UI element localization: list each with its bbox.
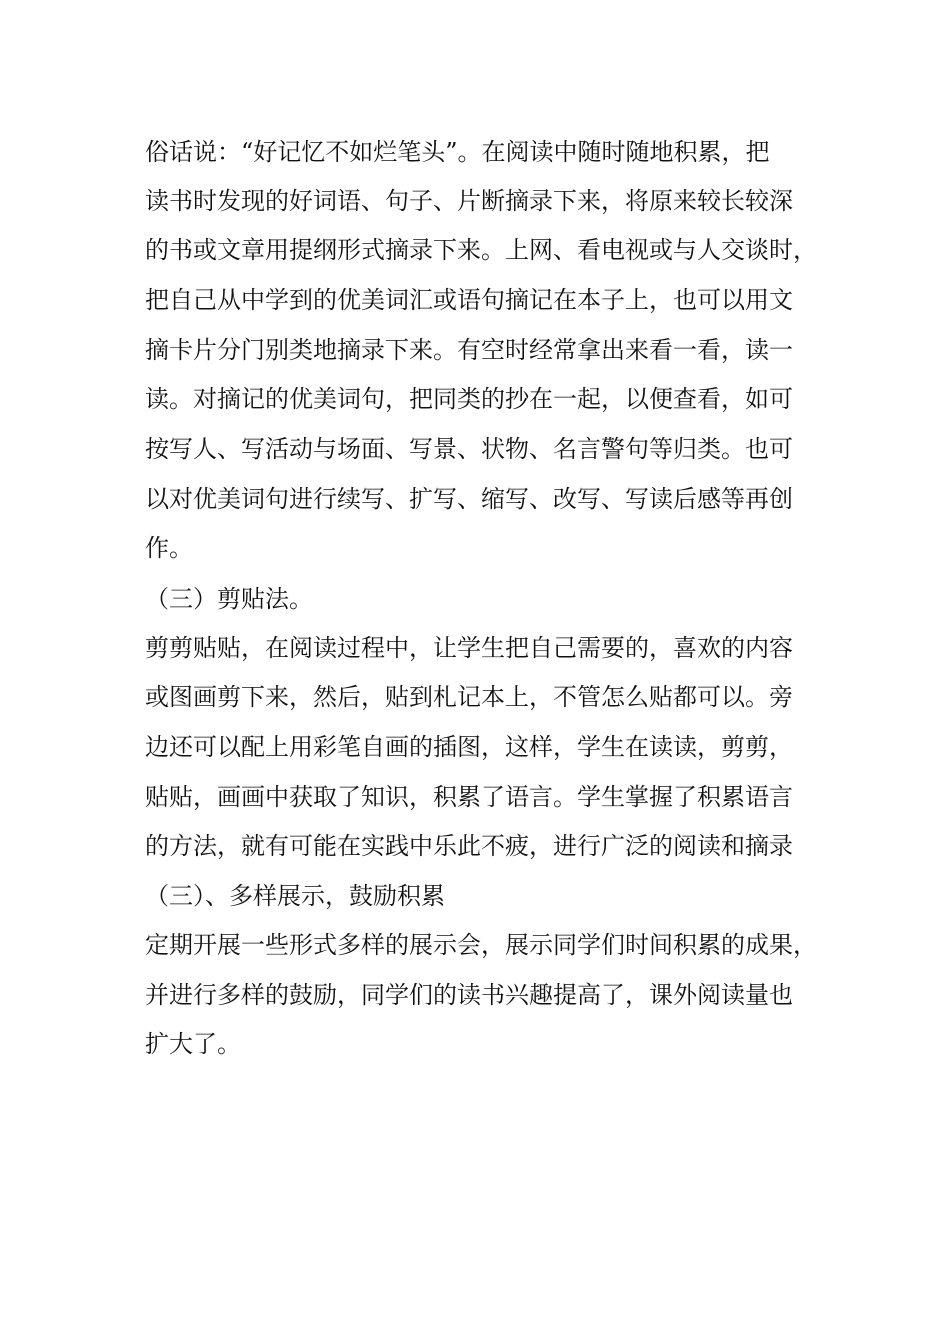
text-line: 扩大了。 [145,1030,241,1058]
text-line: 摘卡片分门别类地摘录下来。有空时经常拿出来看一看，读一 [145,336,793,364]
text-line: 贴贴，画画中获取了知识，积累了语言。学生掌握了积累语言 [145,783,793,811]
text-line: 的书或文章用提纲形式摘录下来。上网、看电视或与人交谈时， [145,236,817,264]
text-line: 剪剪贴贴，在阅读过程中，让学生把自己需要的，喜欢的内容 [145,634,793,662]
section-heading: （三）剪贴法。 [145,585,313,613]
text-line: 读书时发现的好词语、句子、片断摘录下来，将原来较长较深 [145,187,793,215]
text-line: 边还可以配上用彩笔自画的插图，这样，学生在读读，剪剪， [145,733,793,761]
text-line: 俗话说：“好记忆不如烂笔头”。在阅读中随时随地积累，把 [145,138,770,166]
text-line: 按写人、写活动与场面、写景、状物、名言警句等归类。也可 [145,435,793,463]
text-line: 或图画剪下来，然后，贴到札记本上，不管怎么贴都可以。旁 [145,683,793,711]
text-line: 的方法，就有可能在实践中乐此不疲，进行广泛的阅读和摘录 [145,832,793,860]
section-heading: （三）、多样展示，鼓励积累 [145,882,445,910]
text-line: 以对优美词句进行续写、扩写、缩写、改写、写读后感等再创 [145,485,793,513]
text-line: 把自己从中学到的优美词汇或语句摘记在本子上，也可以用文 [145,286,793,314]
text-line: 定期开展一些形式多样的展示会，展示同学们时间积累的成果， [145,931,817,959]
text-line: 作。 [145,534,193,562]
text-line: 并进行多样的鼓励，同学们的读书兴趣提高了，课外阅读量也 [145,981,793,1009]
text-line: 读。对摘记的优美词句，把同类的抄在一起，以便查看，如可 [145,385,793,413]
